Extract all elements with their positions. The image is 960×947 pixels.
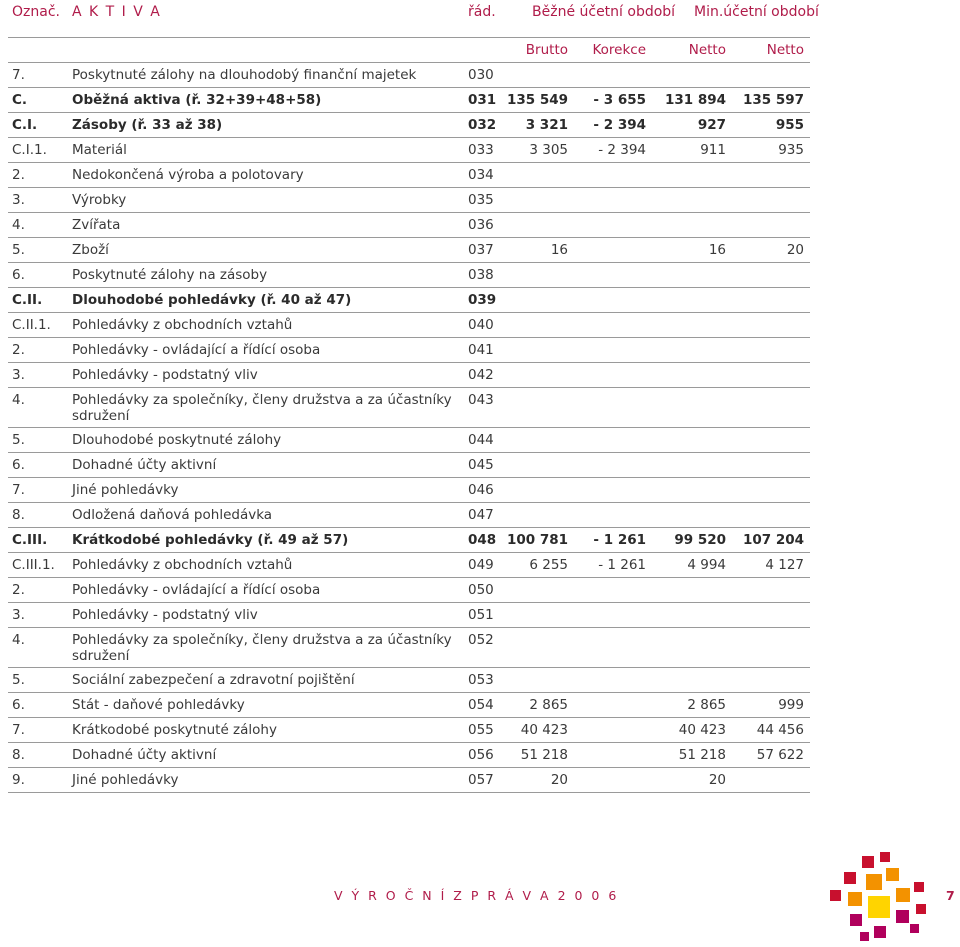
logo-square — [914, 882, 924, 892]
row-nazev: Jiné pohledávky — [72, 482, 179, 498]
header-aktiva: A K T I V A — [72, 4, 162, 20]
row-oznaceni: 4. — [12, 217, 25, 233]
table-row — [0, 528, 960, 553]
table-row — [0, 313, 960, 338]
table-row — [0, 743, 960, 768]
row-radek: 050 — [468, 582, 494, 598]
row-value: 2 865 — [687, 697, 726, 713]
row-oznaceni: C.III.1. — [12, 557, 55, 573]
row-oznaceni: 3. — [12, 607, 25, 623]
row-oznaceni: 4. — [12, 392, 25, 408]
row-value: 100 781 — [506, 532, 568, 548]
row-radek: 056 — [468, 747, 494, 763]
row-nazev: Krátkodobé pohledávky (ř. 49 až 57) — [72, 532, 349, 548]
subheader-label: Korekce — [592, 42, 646, 58]
row-oznaceni: 7. — [12, 482, 25, 498]
row-radek: 039 — [468, 292, 497, 308]
row-radek: 049 — [468, 557, 494, 573]
row-nazev: Stát - daňové pohledávky — [72, 697, 245, 713]
logo-square — [880, 852, 890, 862]
row-oznaceni: 6. — [12, 697, 25, 713]
table-row — [0, 363, 960, 388]
row-radek: 054 — [468, 697, 494, 713]
row-nazev: Dohadné účty aktivní — [72, 457, 217, 473]
row-value: - 1 261 — [598, 557, 646, 573]
row-nazev: Zásoby (ř. 33 až 38) — [72, 117, 223, 133]
row-nazev: Zvířata — [72, 217, 121, 233]
row-value: 955 — [775, 117, 804, 133]
row-oznaceni: 2. — [12, 582, 25, 598]
row-oznaceni: 9. — [12, 772, 25, 788]
row-oznaceni: 3. — [12, 192, 25, 208]
table-row — [0, 428, 960, 453]
logo-square — [848, 892, 862, 906]
table-row — [0, 138, 960, 163]
row-nazev: Pohledávky z obchodních vztahů — [72, 557, 293, 573]
row-value: 40 423 — [678, 722, 726, 738]
row-radek: 048 — [468, 532, 497, 548]
row-oznaceni: 2. — [12, 167, 25, 183]
row-nazev: Dlouhodobé pohledávky (ř. 40 až 47) — [72, 292, 352, 308]
row-value: 3 321 — [525, 117, 568, 133]
row-nazev: Dohadné účty aktivní — [72, 747, 217, 763]
logo-square — [860, 932, 869, 941]
table-row — [0, 718, 960, 743]
row-radek: 043 — [468, 392, 494, 408]
row-oznaceni: 8. — [12, 747, 25, 763]
row-nazev: Odložená daňová pohledávka — [72, 507, 273, 523]
row-radek: 033 — [468, 142, 494, 158]
row-nazev: Pohledávky za společníky, členy družstva a za účastníky sdružení — [72, 392, 452, 424]
row-value: - 2 394 — [593, 117, 646, 133]
table-row — [0, 553, 960, 578]
table-row — [0, 768, 960, 793]
logo-square — [830, 890, 841, 901]
subheader-row — [0, 38, 960, 63]
subheader-label: Netto — [688, 42, 726, 58]
row-radek: 042 — [468, 367, 494, 383]
header-min-obdobi: Min.účetní období — [694, 4, 819, 20]
row-radek: 044 — [468, 432, 494, 448]
table-row — [0, 693, 960, 718]
logo-square — [874, 926, 886, 938]
row-nazev: Dlouhodobé poskytnuté zálohy — [72, 432, 282, 448]
row-value: 4 994 — [687, 557, 726, 573]
row-radek: 036 — [468, 217, 494, 233]
row-radek: 030 — [468, 67, 494, 83]
header-oznac: Označ. — [12, 4, 60, 20]
row-nazev: Pohledávky z obchodních vztahů — [72, 317, 293, 333]
table-row — [0, 288, 960, 313]
table-row — [0, 388, 960, 428]
row-oznaceni: C.III. — [12, 532, 48, 548]
row-radek: 052 — [468, 632, 494, 648]
row-value: 927 — [697, 117, 726, 133]
row-oznaceni: 5. — [12, 432, 25, 448]
table-row — [0, 603, 960, 628]
row-value: 135 549 — [506, 92, 568, 108]
row-oznaceni: 2. — [12, 342, 25, 358]
row-value: 40 423 — [520, 722, 568, 738]
logo-square — [896, 888, 910, 902]
row-value: 135 597 — [742, 92, 804, 108]
row-value: 51 218 — [520, 747, 568, 763]
row-value: - 3 655 — [593, 92, 646, 108]
row-oznaceni: C.II.1. — [12, 317, 51, 333]
subheader-label: Brutto — [525, 42, 568, 58]
logo-square — [844, 872, 856, 884]
table-row — [0, 263, 960, 288]
row-oznaceni: C.I.1. — [12, 142, 47, 158]
header-rad: řád. — [468, 4, 496, 20]
row-nazev: Poskytnuté zálohy na dlouhodobý finanční majetek — [72, 67, 417, 83]
logo-square — [850, 914, 862, 926]
row-value: 911 — [700, 142, 726, 158]
table-row — [0, 63, 960, 88]
row-nazev: Zboží — [72, 242, 109, 258]
table-row — [0, 213, 960, 238]
row-value: 51 218 — [678, 747, 726, 763]
table-row — [0, 88, 960, 113]
aktiva-table — [0, 38, 960, 793]
table-row — [0, 338, 960, 363]
row-oznaceni: 5. — [12, 242, 25, 258]
row-oznaceni: 6. — [12, 457, 25, 473]
table-row — [0, 628, 960, 668]
row-nazev: Nedokončená výroba a polotovary — [72, 167, 304, 183]
row-value: 57 622 — [756, 747, 804, 763]
row-radek: 032 — [468, 117, 497, 133]
row-oznaceni: 8. — [12, 507, 25, 523]
row-radek: 046 — [468, 482, 494, 498]
row-nazev: Pohledávky - podstatný vliv — [72, 607, 258, 623]
row-value: 6 255 — [529, 557, 568, 573]
row-radek: 057 — [468, 772, 494, 788]
row-radek: 031 — [468, 92, 497, 108]
table-row — [0, 113, 960, 138]
row-nazev: Jiné pohledávky — [72, 772, 179, 788]
row-oznaceni: 3. — [12, 367, 25, 383]
row-value: 20 — [550, 772, 568, 788]
company-logo-icon — [826, 852, 936, 944]
row-radek: 037 — [468, 242, 494, 258]
row-nazev: Pohledávky - ovládající a řídící osoba — [72, 342, 321, 358]
row-nazev: Poskytnuté zálohy na zásoby — [72, 267, 268, 283]
row-value: 44 456 — [756, 722, 804, 738]
row-value: 107 204 — [742, 532, 804, 548]
row-value: 16 — [550, 242, 568, 258]
row-value: 3 305 — [529, 142, 568, 158]
table-row — [0, 503, 960, 528]
row-radek: 055 — [468, 722, 494, 738]
header-bezne-obdobi: Běžné účetní období — [532, 4, 676, 20]
row-oznaceni: 4. — [12, 632, 25, 648]
row-radek: 045 — [468, 457, 494, 473]
row-radek: 051 — [468, 607, 494, 623]
logo-square — [910, 924, 919, 933]
table-row — [0, 238, 960, 263]
row-value: 20 — [708, 772, 726, 788]
logo-square — [896, 910, 909, 923]
logo-square — [886, 868, 899, 881]
row-value: 20 — [786, 242, 804, 258]
row-value: 935 — [778, 142, 804, 158]
row-radek: 038 — [468, 267, 494, 283]
page-number: 7 — [946, 888, 955, 903]
row-value: - 2 394 — [598, 142, 646, 158]
logo-square — [916, 904, 926, 914]
row-nazev: Materiál — [72, 142, 127, 158]
row-value: 999 — [778, 697, 804, 713]
table-row — [0, 578, 960, 603]
row-value: - 1 261 — [593, 532, 646, 548]
row-nazev: Pohledávky - podstatný vliv — [72, 367, 258, 383]
row-nazev: Výrobky — [72, 192, 127, 208]
table-row — [0, 188, 960, 213]
row-value: 99 520 — [674, 532, 726, 548]
row-radek: 035 — [468, 192, 494, 208]
logo-square — [868, 896, 890, 918]
subheader-label: Netto — [766, 42, 804, 58]
column-header — [0, 0, 960, 30]
row-nazev: Pohledávky - ovládající a řídící osoba — [72, 582, 321, 598]
table-row — [0, 478, 960, 503]
logo-square — [862, 856, 874, 868]
row-value: 2 865 — [529, 697, 568, 713]
row-nazev: Oběžná aktiva (ř. 32+39+48+58) — [72, 92, 322, 108]
row-radek: 047 — [468, 507, 494, 523]
row-nazev: Sociální zabezpečení a zdravotní pojištění — [72, 672, 355, 688]
row-oznaceni: C. — [12, 92, 28, 108]
row-nazev: Pohledávky za společníky, členy družstva a za účastníky sdružení — [72, 632, 452, 664]
row-oznaceni: C.I. — [12, 117, 38, 133]
row-radek: 053 — [468, 672, 494, 688]
row-oznaceni: 7. — [12, 67, 25, 83]
logo-square — [866, 874, 882, 890]
table-row — [0, 453, 960, 478]
row-oznaceni: 7. — [12, 722, 25, 738]
table-row — [0, 668, 960, 693]
row-value: 16 — [708, 242, 726, 258]
table-row — [0, 163, 960, 188]
row-radek: 034 — [468, 167, 494, 183]
footer-title: V Ý R O Č N Í Z P R Á V A 2 0 0 6 — [334, 888, 619, 903]
row-nazev: Krátkodobé poskytnuté zálohy — [72, 722, 277, 738]
row-oznaceni: C.II. — [12, 292, 43, 308]
row-value: 131 894 — [664, 92, 726, 108]
row-radek: 041 — [468, 342, 494, 358]
row-oznaceni: 5. — [12, 672, 25, 688]
row-value: 4 127 — [765, 557, 804, 573]
row-radek: 040 — [468, 317, 494, 333]
row-oznaceni: 6. — [12, 267, 25, 283]
